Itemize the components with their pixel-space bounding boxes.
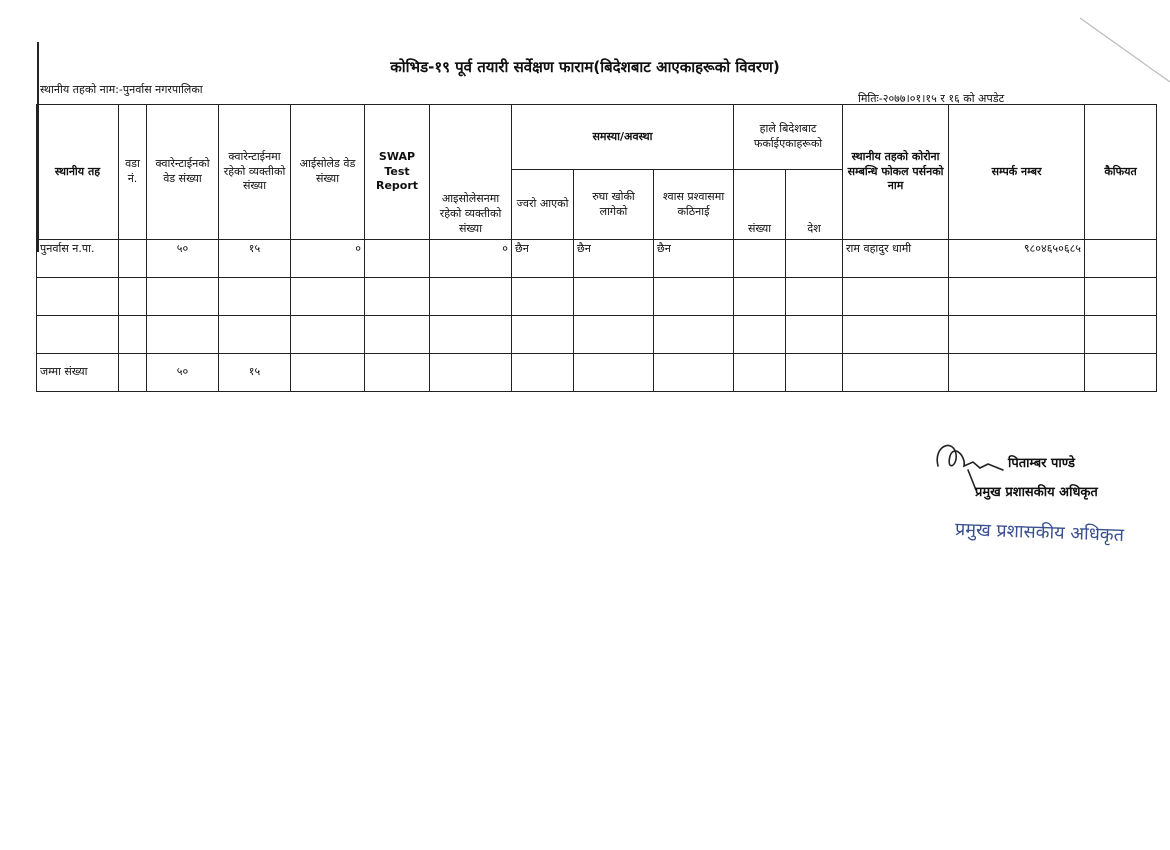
- official-stamp: प्रमुख प्रशासकीय अधिकृत: [954, 519, 1125, 546]
- header-problem-status: समस्या/अवस्था: [512, 105, 734, 170]
- cell-local-level: पुनर्वास न.पा.: [37, 240, 119, 278]
- header-swap: SWAP Test Report: [365, 105, 430, 240]
- cell-dry-cough: छैन: [574, 240, 654, 278]
- header-isolation-beds: आईसोलेड वेड संख्या: [291, 105, 365, 240]
- header-quarantined-persons: क्वारेन्टाईनमा रहेको व्यक्तीको संख्या: [219, 105, 291, 240]
- signatory-title: प्रमुख प्रशासकीय अधिकृत: [975, 485, 1098, 500]
- header-count: संख्या: [734, 170, 786, 240]
- cell-contact: ९८०४६५०६८५: [949, 240, 1085, 278]
- cell-country: [786, 240, 843, 278]
- total-quarantine-beds: ५०: [147, 354, 219, 392]
- cell-swap: [365, 240, 430, 278]
- header-ward: वडा नं.: [119, 105, 147, 240]
- cell-breathing: छैन: [654, 240, 734, 278]
- table-row: [37, 240, 1157, 278]
- local-level-name: स्थानीय तहको नाम:-पुनर्वास नगरपालिका: [40, 83, 203, 96]
- cell-remarks: [1085, 240, 1157, 278]
- header-quarantine-beds: क्वारेन्टाईनको वेड संख्या: [147, 105, 219, 240]
- cell-quarantine-beds: ५०: [147, 240, 219, 278]
- table-row: [37, 278, 1157, 316]
- header-local-level: स्थानीय तह: [37, 105, 119, 240]
- cell-isolated-persons: ०: [430, 240, 512, 278]
- cell-focal-person: राम वहादुर धामी: [843, 240, 949, 278]
- header-recent-return: हाले बिदेशबाट फर्काईएकाहरूको: [734, 105, 843, 170]
- header-country: देश: [786, 170, 843, 240]
- cell-quarantined-persons: १५: [219, 240, 291, 278]
- cell-count: [734, 240, 786, 278]
- date-label: मितिः-२०७७।०१।१५ र १६ को अपडेट: [858, 92, 1005, 105]
- total-label: जम्मा संख्या: [37, 354, 119, 392]
- header-dry-cough: रुघा खोकी लागेको: [574, 170, 654, 240]
- survey-table: [36, 104, 1157, 392]
- cell-ward: [119, 240, 147, 278]
- cell-isolation-beds: ०: [291, 240, 365, 278]
- form-title: कोभिड-१९ पूर्व तयारी सर्वेक्षण फाराम(बिदेशबाट आएकाहरूको विवरण): [390, 58, 780, 76]
- header-focal-person: स्थानीय तहको कोरोना सम्बन्धि फोकल पर्सनको नाम: [843, 105, 949, 240]
- total-row: [37, 354, 1157, 392]
- header-fever: ज्वरो आएको: [512, 170, 574, 240]
- signatory-name: पिताम्बर पाण्डे: [1008, 456, 1075, 471]
- table-row: [37, 316, 1157, 354]
- header-isolated-persons: आइसोलेसनमा रहेको व्यक्तीको संख्या: [430, 105, 512, 240]
- header-contact: सम्पर्क नम्बर: [949, 105, 1085, 240]
- cell-fever: छैन: [512, 240, 574, 278]
- header-remarks: कैफियत: [1085, 105, 1157, 240]
- header-breathing: श्वास प्रश्वासमा कठिनाई: [654, 170, 734, 240]
- total-quarantined-persons: १५: [219, 354, 291, 392]
